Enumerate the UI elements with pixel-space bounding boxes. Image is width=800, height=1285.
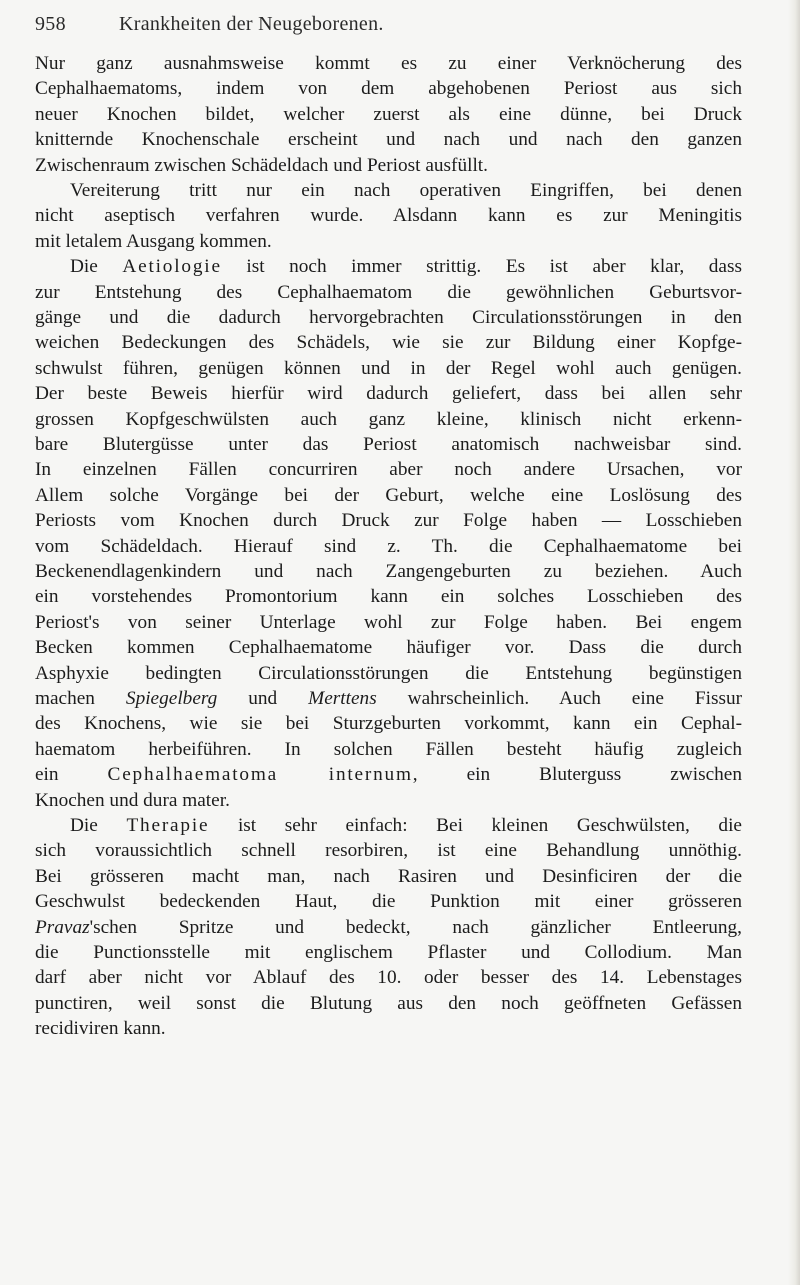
text-line: die Punctionsstelle mit englischem Pflaster und Collodium. Man <box>35 942 742 963</box>
text-line: sich voraussichtlich schnell resorbiren, ist eine Behandlung unnöthig. <box>35 840 742 862</box>
section-term-therapie: Therapie <box>126 815 210 836</box>
text-line: Zwischenraum zwischen Schädeldach und Periost ausfüllt. <box>35 154 488 176</box>
page-edge <box>788 0 800 1285</box>
author-name-spiegelberg: Spiegelberg <box>125 688 218 709</box>
text-line: punctiren, weil sonst die Blutung aus den noch geöffneten Gefässen <box>35 992 742 1014</box>
text-line: machen Spiegelberg und Merttens wahrscheinlich. Auch eine Fissur <box>35 688 743 709</box>
text-line: mit letalem Ausgang kommen. <box>35 230 272 252</box>
section-term-aetiologie: Aetiologie <box>122 256 222 278</box>
page-number: 958 <box>35 13 66 35</box>
text-line: Cephalhaematoms, indem von dem abgehobenen Periost aus sich <box>35 78 742 100</box>
text-line: Becken kommen Cephalhaematome häufiger vor. Dass die durch <box>35 637 742 659</box>
text-line: recidiviren kann. <box>35 1018 166 1040</box>
text-line: weichen Bedeckungen des Schädels, wie sie zur Bildung einer Kopfge- <box>35 332 742 354</box>
text-line: haematom herbeiführen. In solchen Fällen besteht häufig zugleich <box>35 738 742 760</box>
text-line: grossen Kopfgeschwülsten auch ganz kleine, klinisch nicht erkenn- <box>35 408 742 430</box>
text-line: Bei grösseren macht man, nach Rasiren und Desinficiren der die <box>35 865 742 887</box>
text-line: Knochen und dura mater. <box>35 789 230 811</box>
text-line: In einzelnen Fällen concurriren aber noch andere Ursachen, vor <box>35 459 742 481</box>
running-title: Krankheiten der Neugeborenen. <box>119 13 384 35</box>
text-line: knitternde Knochenschale erscheint und nach und nach den ganzen <box>35 129 742 151</box>
text-line: zur Entstehung des Cephalhaematom die gewöhnlichen Geburtsvor- <box>35 281 742 303</box>
text-line: Beckenendlagenkindern und nach Zangengeburten zu beziehen. Auch <box>35 561 742 582</box>
text-line: neuer Knochen bildet, welcher zuerst als eine dünne, bei Druck <box>35 103 742 125</box>
text-line: Geschwulst bedeckenden Haut, die Punktion mit einer grösseren <box>35 891 742 913</box>
author-name-merttens: Merttens <box>308 688 377 709</box>
text-line: Die Aetiologie ist noch immer strittig. Es ist aber klar, dass <box>70 256 742 278</box>
text-line: gänge und die dadurch hervorgebrachten Circulationsstörungen in den <box>35 307 742 328</box>
text-line: Die Therapie ist sehr einfach: Bei kleinen Geschwülsten, die <box>70 815 742 836</box>
term-cephalhaematoma-internum: Cephalhaematoma internum <box>107 764 413 786</box>
text-line: Asphyxie bedingten Circulationsstörungen die Entstehung begünstigen <box>35 662 742 684</box>
text-line: Allem solche Vorgänge bei der Geburt, welche eine Loslösung des <box>35 484 742 506</box>
text-line: schwulst führen, genügen können und in der Regel wohl auch genügen. <box>35 357 742 379</box>
text-line: ein vorstehendes Promontorium kann ein solches Losschieben des <box>35 586 742 608</box>
text-line: nicht aseptisch verfahren wurde. Alsdann kann es zur Meningitis <box>35 205 742 227</box>
text-line: des Knochens, wie sie bei Sturzgeburten vorkommt, kann ein Cephal- <box>35 713 742 735</box>
text-line: Der beste Beweis hierfür wird dadurch geliefert, dass bei allen sehr <box>35 383 742 405</box>
author-name-pravaz: Pravaz <box>35 916 90 938</box>
text-line: Nur ganz ausnahmsweise kommt es zu einer Verknöcherung des <box>35 53 742 74</box>
text-line: Periosts vom Knochen durch Druck zur Folge haben — Losschieben <box>35 510 742 532</box>
text-line: Periost's von seiner Unterlage wohl zur Folge haben. Bei engem <box>35 611 742 633</box>
running-header <box>35 12 735 36</box>
text-line: ein Cephalhaematoma internum, ein Bluterguss zwischen <box>35 764 742 786</box>
text-line: darf aber nicht vor Ablauf des 10. oder besser des 14. Lebenstages <box>35 967 742 989</box>
text-line: bare Blutergüsse unter das Periost anatomisch nachweisbar sind. <box>35 434 742 455</box>
text-line: vom Schädeldach. Hierauf sind z. Th. die Cephalhaematome bei <box>35 535 742 557</box>
text-line: Pravaz'schen Spritze und bedeckt, nach gänzlicher Entleerung, <box>35 916 742 938</box>
text-line: Vereiterung tritt nur ein nach operativen Eingriffen, bei denen <box>70 180 742 201</box>
